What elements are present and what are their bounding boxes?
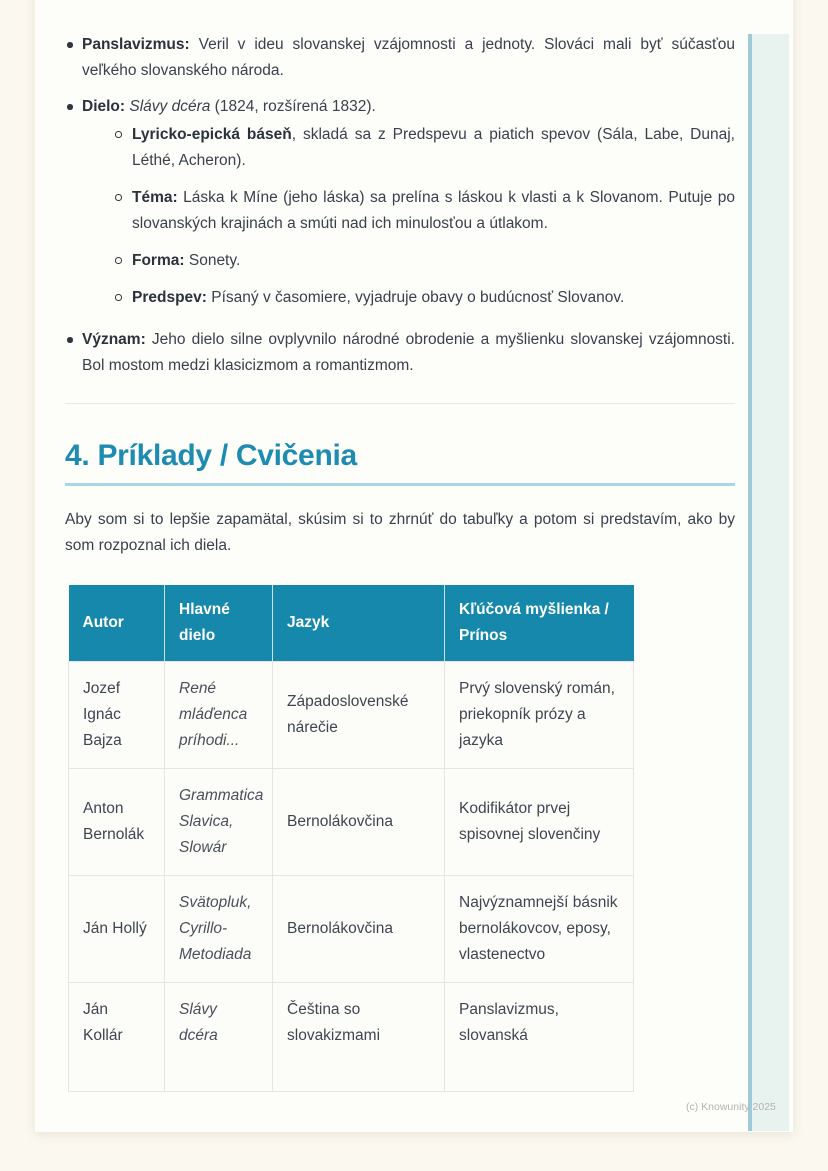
bullet-label: Panslavizmus: — [82, 36, 190, 53]
table-row — [69, 982, 634, 1091]
column-header-jazyk: Jazyk — [273, 585, 445, 662]
bullet-text: Sonety. — [188, 252, 241, 269]
cell-dielo: René mláďenca príhodi... — [165, 661, 273, 768]
cell-prinos: Prvý slovenský román, priekopník prózy a jazyka — [445, 661, 634, 768]
cell-dielo: Grammatica Slavica, Slowár — [165, 768, 273, 875]
column-header-prinos: Kľúčová myšlienka / Prínos — [445, 585, 634, 662]
bullet-label: Lyricko-epická báseň — [132, 126, 292, 143]
authors-summary-table — [68, 585, 634, 1092]
sub-list-item — [115, 122, 735, 174]
cell-dielo: Svätopluk, Cyrillo-Metodiada — [165, 875, 273, 982]
bullet-label: Téma: — [132, 189, 178, 206]
side-accent-panel — [752, 34, 789, 1131]
table-row — [69, 768, 634, 875]
cell-autor: Ján Kollár — [69, 982, 165, 1091]
cell-prinos: Najvýznamnejší básnik bernolákovcov, eposy, vlastenectvo — [445, 875, 634, 982]
cell-jazyk: Čeština so slovakizmami — [273, 982, 445, 1091]
sub-list-item — [115, 248, 735, 274]
cell-autor: Anton Bernolák — [69, 768, 165, 875]
bullet-text: Veril v ideu slovanskej vzájomnosti a jednoty. Slováci mali byť súčasťou veľkého slovanského národa. — [82, 36, 735, 79]
bullet-text: Láska k Míne (jeho láska) sa prelína s láskou k vlasti a k Slovanom. Putuje po slovanských krajinách a smúti nad ich minulosťou a útlakom. — [132, 189, 736, 232]
heading-underline — [65, 483, 735, 486]
document-page — [35, 0, 793, 1132]
cell-jazyk: Bernolákovčina — [273, 875, 445, 982]
list-item — [65, 94, 735, 311]
sub-list-item — [115, 285, 735, 311]
bullet-label: Význam: — [82, 331, 146, 348]
notes-list — [65, 32, 735, 379]
bullet-text: Písaný v časomiere, vyjadruje obavy o budúcnosť Slovanov. — [211, 289, 625, 306]
column-header-autor: Autor — [69, 585, 165, 662]
table-row — [69, 875, 634, 982]
work-title: Slávy dcéra — [129, 98, 211, 115]
bullet-label: Dielo: — [82, 98, 126, 115]
cell-autor: Ján Hollý — [69, 875, 165, 982]
table-row — [69, 661, 634, 768]
sub-notes-list — [115, 122, 735, 311]
list-item — [65, 327, 735, 379]
sub-list-item — [115, 185, 735, 237]
list-item — [65, 32, 735, 84]
section-heading: 4. Príklady / Cvičenia — [65, 439, 357, 472]
intro-paragraph: Aby som si to lepšie zapamätal, skúsim si to zhrnúť do tabuľky a potom si predstavím, ako by som rozpoznal ich diela. — [65, 510, 735, 554]
cell-jazyk: Západoslovenské nárečie — [273, 661, 445, 768]
cell-prinos: Kodifikátor prvej spisovnej slovenčiny — [445, 768, 634, 875]
bullet-text: (1824, rozšírená 1832). — [214, 98, 376, 115]
cell-autor: Jozef Ignác Bajza — [69, 661, 165, 768]
cell-prinos: Panslavizmus, slovanská — [445, 982, 634, 1091]
column-header-dielo: Hlavné dielo — [165, 585, 273, 662]
table-header-row — [69, 585, 634, 662]
cell-dielo: Slávy dcéra — [165, 982, 273, 1091]
cell-jazyk: Bernolákovčina — [273, 768, 445, 875]
copyright-watermark: (c) Knowunity 2025 — [686, 1101, 776, 1113]
bullet-label: Forma: — [132, 252, 185, 269]
section-divider — [65, 403, 735, 404]
bullet-text: Jeho dielo silne ovplyvnilo národné obrodenie a myšlienku slovanskej vzájomnosti. Bol mostom medzi klasicizmom a romantizmom. — [82, 331, 735, 374]
bullet-label: Predspev: — [132, 289, 207, 306]
bullet-text: , skladá sa z Predspevu a piatich spevov (Sála, Labe, Dunaj, Léthé, Acheron). — [132, 126, 735, 169]
